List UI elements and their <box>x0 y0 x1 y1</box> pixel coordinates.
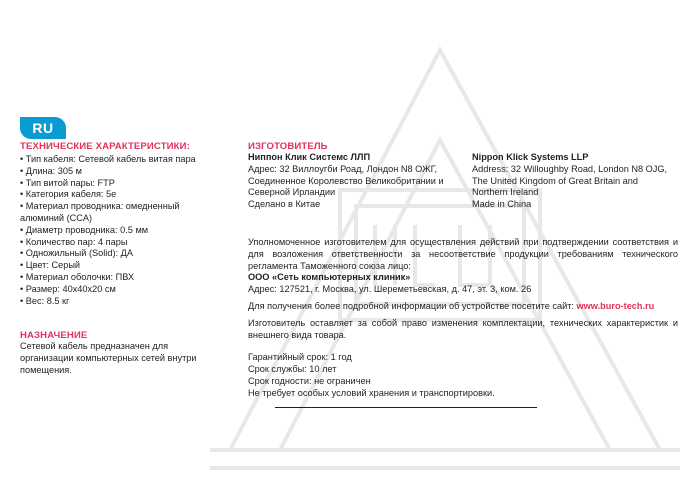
spec-item: • Диаметр проводника: 0.5 мм <box>20 225 210 237</box>
purpose-heading: НАЗНАЧЕНИЕ <box>20 330 88 341</box>
specs-list <box>20 154 210 307</box>
spec-item: • Материал оболочки: ПВХ <box>20 272 210 284</box>
warranty-line: Не требует особых условий хранения и транспортировки. <box>248 387 495 398</box>
reserve-text: Изготовитель оставляет за собой право изменения комплектации, технических характеристик и внешнего вида товара. <box>248 317 678 340</box>
manufacturer-ru <box>248 141 458 211</box>
importer-address: Адрес: 127521, г. Москва, ул. Шереметьевская, д. 47, эт. 3, ком. 26 <box>248 284 532 295</box>
spec-item: • Количество пар: 4 пары <box>20 237 210 249</box>
spec-item: • Вес: 8.5 кг <box>20 296 210 308</box>
spec-item: • Тип витой пары: FTP <box>20 178 210 190</box>
website-link[interactable]: www.buro-tech.ru <box>576 300 655 311</box>
language-badge: RU <box>20 117 66 139</box>
spec-item: • Материал проводника: омедненный алюминий (CCA) <box>20 201 210 225</box>
info-line <box>248 301 678 313</box>
signature-line <box>275 407 537 408</box>
purpose-text: Сетевой кабель предназначен для организации компьютерных сетей внутри помещения. <box>20 341 197 375</box>
specs-section <box>20 141 210 307</box>
manufacturer-name-en: Nippon Klick Systems LLP <box>472 152 589 162</box>
spec-item: • Размер: 40х40х20 см <box>20 284 210 296</box>
importer-name: ООО «Сеть компьютерных клиник» <box>248 272 411 283</box>
manufacturer-en <box>472 152 672 211</box>
spec-item: • Одножильный (Solid): ДА <box>20 248 210 260</box>
spec-item: • Тип кабеля: Сетевой кабель витая пара <box>20 154 210 166</box>
manufacturer-name-ru: Ниппон Клик Системс ЛЛП <box>248 152 371 162</box>
importer-text: Уполномоченное изготовителем для осуществления действий при подтверждении соответствия и для возложения ответственности за несоответствие продукции требованиям технического регламента Таможенного союза лицо: <box>248 237 678 271</box>
specs-heading: ТЕХНИЧЕСКИЕ ХАРАКТЕРИСТИКИ: <box>20 141 190 152</box>
spec-item: • Цвет: Серый <box>20 260 210 272</box>
legal-section <box>248 237 678 400</box>
info-prefix: Для получения более подробной информации об устройстве посетите сайт: <box>248 300 577 311</box>
made-in-en: Made in China <box>472 199 532 210</box>
manufacturer-heading: ИЗГОТОВИТЕЛЬ <box>248 141 328 152</box>
made-in-ru: Сделано в Китае <box>248 199 321 210</box>
spec-item: • Длина: 305 м <box>20 166 210 178</box>
manufacturer-address-en: Address: 32 Willoughby Road, London N8 OJG, The United Kingdom of Great Britain and Northern Ireland <box>472 163 668 198</box>
spec-item: • Категория кабеля: 5e <box>20 189 210 201</box>
warranty-line: Гарантийный срок: 1 год <box>248 352 352 363</box>
manufacturer-address-ru: Адрес: 32 Виллоугби Роад, Лондон N8 ОЖГ, Соединенное Королевство Великобритании и Северной Ирландии <box>248 163 444 198</box>
purpose-section <box>20 330 210 376</box>
warranty-line: Срок службы: 10 лет <box>248 364 337 375</box>
warranty-line: Срок годности: не ограничен <box>248 375 371 386</box>
